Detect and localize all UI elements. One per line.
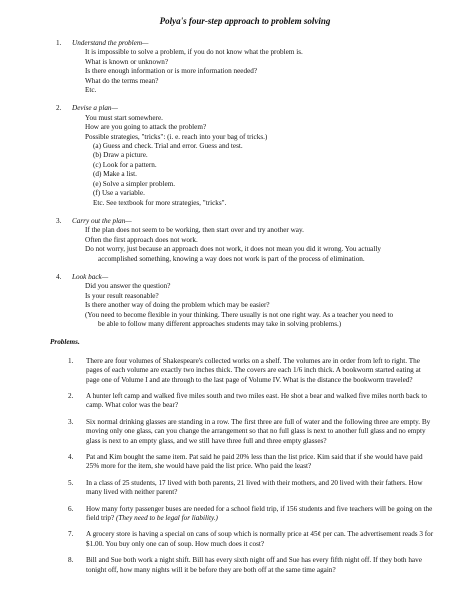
strategy-item: (a) Guess and check. Trial and error. Guess and test. <box>93 142 243 151</box>
problem-number: 5. <box>68 478 74 487</box>
problem-item <box>56 392 434 411</box>
problems-list <box>56 357 434 575</box>
problem-body: There are four volumes of Shakespeare's collected works on a shelf. The volumes are in order from left to right. The pages of each volume are exactly two inches thick. The covers are each 1/6 inch thick. A bookworm started eating at page one of Volume I and ate through to the last page of Volume IV. What is the distance the bookworm traveled? <box>86 356 421 384</box>
step-line: How are you going to attack the problem? <box>85 123 207 132</box>
strategy-item: (c) Look for a pattern. <box>93 160 157 169</box>
strategy-item: (b) Draw a picture. <box>93 151 148 160</box>
step-line: (You need to become flexible in your thinking. There usually is not one right way. As a teacher you need to <box>85 310 394 319</box>
step-line: Is there enough information or is more information needed? <box>85 67 258 76</box>
step-number: 3. <box>56 216 62 225</box>
step-line: Did you answer the question? <box>85 282 171 291</box>
problem-text <box>86 392 434 411</box>
step-line: Is there another way of doing the problem which may be easier? <box>85 301 270 310</box>
step-content <box>72 104 267 207</box>
step-item <box>56 273 434 329</box>
problem-text <box>86 530 434 549</box>
step-heading: Look back— <box>72 272 109 281</box>
problem-item <box>56 418 434 446</box>
step-number: 4. <box>56 272 62 281</box>
problem-body: Bill and Sue both work a night shift. Bill has every sixth night off and Sue has every fifth night off. If they both have tonight off, how many nights will it be before they are both off at the same time again? <box>86 556 422 574</box>
problem-text <box>86 418 434 446</box>
step-item <box>56 39 434 95</box>
problem-item <box>56 479 434 498</box>
step-number: 1. <box>56 39 62 47</box>
problem-item <box>56 530 434 549</box>
step-heading: Carry out the plan— <box>72 216 132 225</box>
step-number: 2. <box>56 104 62 113</box>
problem-text <box>86 453 434 472</box>
step-item <box>56 104 434 207</box>
step-heading: Devise a plan— <box>72 104 118 113</box>
problem-body: How many forty passenger buses are needed for a school field trip, if 156 students and five teachers will be going on the field trip? <box>86 504 433 523</box>
step-body <box>72 226 381 264</box>
strategy-item: Etc. See textbook for more strategies, "tricks". <box>93 198 227 207</box>
steps-list <box>56 39 434 329</box>
step-line: What is known or unknown? <box>85 57 169 66</box>
step-body <box>72 48 303 95</box>
problem-body: A hunter left camp and walked five miles south and two miles east. He shot a bear and walked five miles north back to camp. What color was the bear? <box>86 392 427 410</box>
problem-number: 3. <box>68 417 74 426</box>
problem-number: 2. <box>68 392 74 400</box>
problems-heading: Problems. <box>50 338 80 347</box>
problem-body: Six normal drinking glasses are standing in a row. The first three are full of water and the following three are empty. By moving only one glass, can you change the arrangement so that no full glass is next to another full glass and no empty glass is next to an empty glass, and we still have three full and three empty glasses? <box>86 417 431 445</box>
step-item <box>56 217 434 264</box>
step-line: What do the terms mean? <box>85 76 159 85</box>
strategy-item: (f) Use a variable. <box>93 189 145 198</box>
document-title: Polya's four-step approach to problem solving <box>159 16 331 26</box>
problem-number: 4. <box>68 453 74 462</box>
strategy-list <box>85 142 267 208</box>
step-body <box>72 114 267 208</box>
problem-text <box>86 357 434 385</box>
problem-number: 8. <box>68 556 74 565</box>
problem-note: (They need to be legal for liability.) <box>115 514 218 523</box>
step-line: It is impossible to solve a problem, if you do not know what the problem is. <box>85 48 303 57</box>
step-line: Etc. <box>85 86 97 95</box>
step-line: Is your result reasonable? <box>85 291 159 300</box>
problem-text <box>86 479 434 498</box>
problem-body: A grocery store is having a special on cans of soup which is normally price at 45¢ per can. The advertisement reads 3 for $1.00. You buy only one can of soup. How much does it cost? <box>86 530 434 548</box>
problem-text <box>86 556 434 575</box>
problem-number: 6. <box>68 504 74 513</box>
step-heading: Understand the problem— <box>72 39 149 47</box>
step-line-continuation: accomplished something, knowing a way does not work is part of the process of elimination. <box>98 254 365 263</box>
problem-item <box>56 556 434 575</box>
step-body <box>72 282 393 329</box>
problem-text <box>86 505 434 524</box>
step-line: You must start somewhere. <box>85 113 163 122</box>
step-content <box>72 217 381 264</box>
problem-body: In a class of 25 students, 17 lived with both parents, 21 lived with their mothers, and 20 lived with their fathers. How many lived with neither parent? <box>86 478 423 497</box>
strategy-item: (d) Make a list. <box>93 170 137 179</box>
step-line: Often the first approach does not work. <box>85 235 198 244</box>
problem-number: 7. <box>68 530 74 539</box>
step-content <box>72 273 393 329</box>
problem-item <box>56 453 434 472</box>
problem-number: 1. <box>68 356 74 365</box>
problem-body: Pat and Kim bought the same item. Pat said he paid 20% less than the list price. Kim said that if she would have paid 25% more for the item, she would have paid the list price. Who paid the least? <box>86 453 423 471</box>
step-line: Possible strategies, "tricks": (i. e. reach into your bag of tricks.) <box>85 132 268 141</box>
strategy-item: (e) Solve a simpler problem. <box>93 179 176 188</box>
step-content <box>72 39 303 95</box>
problem-item <box>56 357 434 385</box>
step-line-continuation: be able to follow many different approaches students may take in solving problems.) <box>98 319 342 328</box>
step-line: If the plan does not seem to be working, then start over and try another way. <box>85 226 304 235</box>
problem-item <box>56 505 434 524</box>
step-line: Do not worry, just because an approach does not work, it does not mean you did it wrong. You actually <box>85 245 381 254</box>
